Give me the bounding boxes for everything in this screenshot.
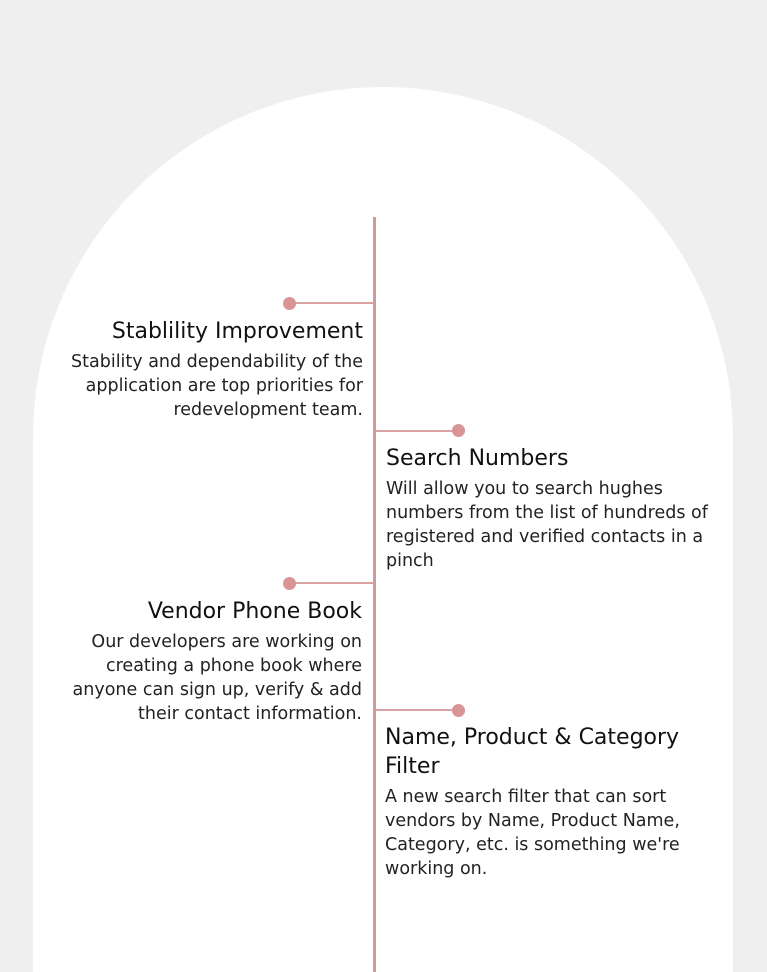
item-description: Will allow you to search hughes numbers from the list of hundreds of registered and verified contacts in a pinch: [386, 479, 708, 571]
timeline-connector: [290, 582, 374, 584]
timeline-marker: [283, 577, 296, 590]
timeline-item-search-numbers: [386, 444, 736, 573]
timeline-marker: [452, 704, 465, 717]
item-title: Name, Product & Category Filter: [385, 725, 680, 779]
item-title: Stablility Improvement: [111, 319, 363, 344]
timeline-connector: [376, 709, 459, 711]
item-description: Stability and dependability of the application are top priorities for redevelopment team.: [71, 352, 363, 420]
item-description: A new search filter that can sort vendors by Name, Product Name, Category, etc. is something we're working on.: [385, 787, 680, 879]
timeline-connector: [290, 302, 374, 304]
timeline-item-stability: [30, 317, 363, 422]
timeline-connector: [376, 430, 459, 432]
timeline-marker: [283, 297, 296, 310]
item-description: Our developers are working on creating a phone book where anyone can sign up, verify & add their contact information.: [72, 632, 362, 724]
timeline-item-vendor-phone-book: [40, 597, 362, 726]
timeline-axis: [373, 217, 376, 972]
item-title: Vendor Phone Book: [147, 599, 362, 624]
timeline-item-filter: [385, 723, 725, 881]
timeline-marker: [452, 424, 465, 437]
item-title: Search Numbers: [386, 446, 569, 471]
